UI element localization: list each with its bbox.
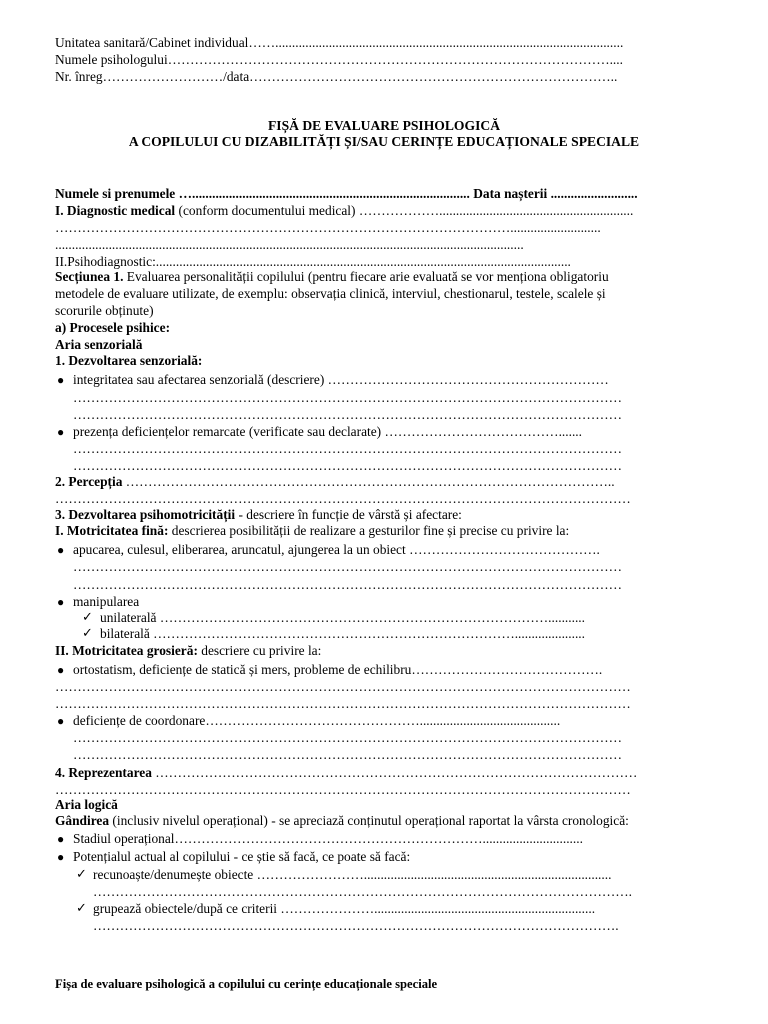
reprezentarea-dots: ……………………………………………………………………………………………… — [151, 765, 638, 780]
stadiul-item: Stadiul operațional…………………………………………………………….............................. — [73, 831, 583, 846]
checkmark-icon: ✓ — [82, 625, 93, 640]
perceptia-line — [55, 474, 725, 490]
inreg-line: Nr. înreg………………………/data……………………………………………………………………….. — [55, 69, 618, 84]
diagnostic-text: (conform documentului medical) ……………….......................................................... — [175, 203, 634, 218]
diagnostic-dots-2: ............................................................................................................................................ — [55, 237, 524, 252]
grupeaza-item: grupează obiectele/după ce criterii ………………….................................................................. — [93, 901, 596, 916]
gandirea-line — [55, 813, 730, 829]
bullet-icon: ● — [57, 373, 65, 387]
perceptia-dots: ……………………………………………………………………………………………….. — [122, 474, 615, 489]
gandirea-text: (inclusiv nivelul operațional) - se apreciază conținutul operațional raportat la vârsta cronologică: — [109, 813, 629, 828]
bullet-icon: ● — [57, 663, 65, 677]
checkmark-icon: ✓ — [76, 866, 87, 881]
diagnostic-dots-1: …………………………………………………………………………………………........................... — [55, 220, 601, 235]
reprezentarea-dots-2: ………………………………………………………………………………………………………………… — [55, 782, 631, 797]
doc-title-1: FIȘĂ DE EVALUARE PSIHOLOGICĂ — [267, 118, 501, 133]
manipularea-item: manipularea — [73, 594, 140, 609]
nume-label: Numele si prenumele — [55, 186, 176, 201]
coordonare-dots-1: …………………………………………………………………………………………………………… — [73, 730, 623, 745]
recunoaste-dots: …………………………………………………………………………………………………………. — [93, 884, 632, 899]
aria-logica-heading: Aria logică — [55, 797, 118, 812]
sectiune1-line-1 — [55, 269, 725, 285]
aria-senzoriala-heading: Aria senzorială — [55, 337, 143, 352]
bullet-icon: ● — [57, 832, 65, 846]
coordonare-item: deficiențe de coordonare………………………………………….......................................... — [73, 713, 561, 728]
motricitate-fina-label: I. Motricitatea fină: — [55, 523, 169, 538]
dezvoltare-senzoriala-heading: 1. Dezvoltarea senzorială: — [55, 353, 203, 368]
sectiune1-label: Secțiunea 1. — [55, 269, 124, 284]
recunoaste-item: recunoaște/denumește obiecte …………………….......................................................................... — [93, 867, 612, 882]
ortostatism-item: ortostatism, deficiențe de statică și mers, probleme de echilibru……………………………………. — [73, 662, 603, 677]
ortostatism-dots-1: ………………………………………………………………………………………………………………… — [55, 679, 631, 694]
psiholog-line: Numele psihologului……………………………………………………………………………………….... — [55, 52, 623, 67]
prezenta-dots-2: …………………………………………………………………………………………………………… — [73, 458, 623, 473]
nume-dots: …................................................................................... — [175, 186, 474, 201]
checkmark-icon: ✓ — [76, 900, 87, 915]
potentialul-item: Potențialul actual al copilului - ce știe să facă, ce poate să facă: — [73, 849, 411, 864]
bilaterala-item: bilaterală ………………………………………………………………………..................... — [100, 626, 586, 641]
data-nasterii-label: Data nașterii — [473, 186, 548, 201]
apucarea-dots-2: …………………………………………………………………………………………………………… — [73, 577, 623, 592]
reprezentarea-label: 4. Reprezentarea — [55, 765, 152, 780]
sectiune1-text-1: Evaluarea personalității copilului (pentru fiecare arie evaluată se vor menționa obligatoriu — [123, 269, 609, 284]
gandirea-label: Gândirea — [55, 813, 110, 828]
bullet-icon: ● — [57, 543, 65, 557]
integritatea-item: integritatea sau afectarea senzorială (descriere) ……………………………………………………… — [73, 372, 609, 387]
motricitate-grosiera-label: II. Motricitatea grosieră: — [55, 643, 198, 658]
bullet-icon: ● — [57, 714, 65, 728]
diagnostic-line — [55, 203, 723, 219]
apucarea-dots-1: …………………………………………………………………………………………………………… — [73, 559, 623, 574]
psihomotricitate-desc: - descriere în funcție de vârstă și afectare: — [235, 507, 462, 522]
unitate-line: Unitatea sanitară/Cabinet individual……........................................................................................................ — [55, 35, 624, 50]
apucarea-item: apucarea, culesul, eliberarea, aruncatul, ajungerea la un obiect ……………………………………. — [73, 542, 600, 557]
ortostatism-dots-2: ………………………………………………………………………………………………………………… — [55, 696, 631, 711]
perceptia-label: 2. Percepția — [55, 474, 123, 489]
psihomotricitate-label: 3. Dezvoltarea psihomotricității — [55, 507, 236, 522]
motricitate-fina-line — [55, 523, 725, 539]
perceptia-dots-2: ………………………………………………………………………………………………………………… — [55, 491, 631, 506]
data-nasterii-dots: .......................... — [547, 186, 638, 201]
psihodiagnostic-line: II.Psihodiagnostic:............................................................................................................................ — [55, 254, 571, 269]
bullet-icon: ● — [57, 850, 65, 864]
integritatea-dots-2: …………………………………………………………………………………………………………… — [73, 407, 623, 422]
motricitate-grosiera-text: descriere cu privire la: — [197, 643, 322, 658]
procese-psihice-heading: a) Procesele psihice: — [55, 320, 171, 335]
unilaterala-item: unilaterală ……………………………………………………………………………........... — [100, 610, 586, 625]
bullet-icon: ● — [57, 595, 65, 609]
prezenta-item: prezența deficiențelor remarcate (verificate sau declarate) …………………………………....... — [73, 424, 583, 439]
page-footer: Fișa de evaluare psihologică a copilului cu cerințe educaționale speciale — [55, 977, 438, 991]
doc-title-2: A COPILULUI CU DIZABILITĂȚI ȘI/SAU CERINȚE EDUCAȚIONALE SPECIALE — [128, 134, 640, 149]
psihomotricitate-line — [55, 507, 725, 523]
prezenta-dots-1: …………………………………………………………………………………………………………… — [73, 441, 623, 456]
sectiune1-line-2: metodele de evaluare utilizate, de exemplu: observația clinică, interviul, chestionarul, testele, scalele și — [55, 286, 606, 301]
coordonare-dots-2: …………………………………………………………………………………………………………… — [73, 747, 623, 762]
bullet-icon: ● — [57, 425, 65, 439]
integritatea-dots-1: …………………………………………………………………………………………………………… — [73, 390, 623, 405]
grupeaza-dots: ………………………………………………………………………………………………………. — [93, 918, 619, 933]
motricitate-fina-text: descrierea posibilității de realizare a gesturilor fine și precise cu privire la: — [168, 523, 570, 538]
nume-line — [55, 186, 725, 202]
motricitate-grosiera-line — [55, 643, 725, 659]
diagnostic-label: I. Diagnostic medical — [55, 203, 176, 218]
reprezentarea-line — [55, 765, 725, 781]
checkmark-icon: ✓ — [82, 609, 93, 624]
sectiune1-line-3: scorurile obținute) — [55, 303, 154, 318]
